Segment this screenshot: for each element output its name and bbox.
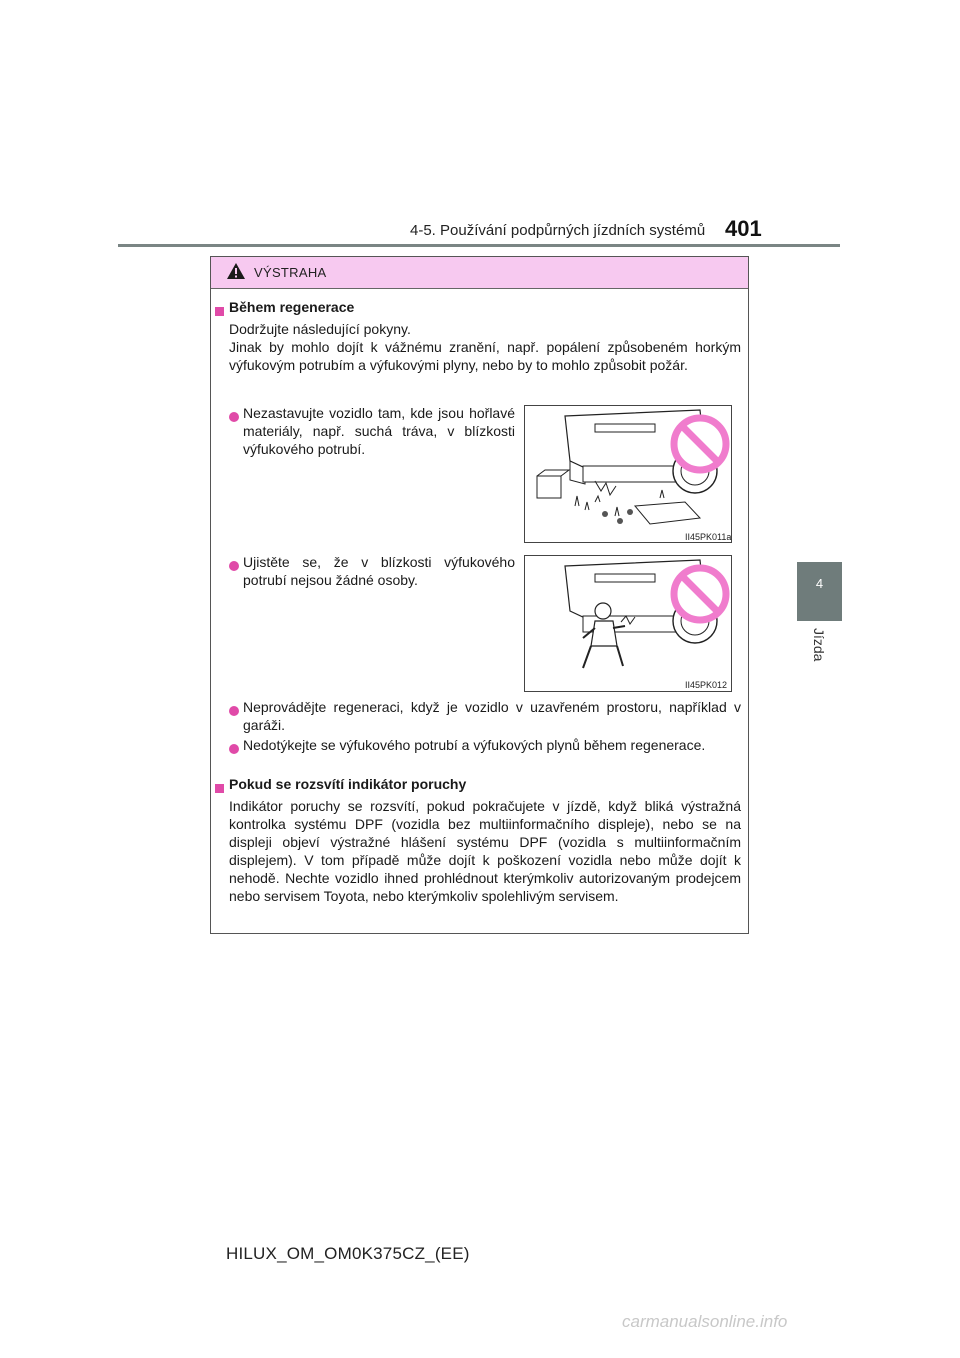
malfunction-body: Indikátor poruchy se rozsvítí, pokud pokračujete v jízdě, když bliká výstražná kontrolka systému DPF (vozidla bez multiinformačního displeje), nebo se na displeji objeví výstražné hlášení systému DPF (vozidla s multiinformačním displejem). V tom případě může dojít k poškození vozidla nebo může dojít k nehodě. Nechte vozidlo ihned prohlédnout kterýmkoliv autorizovaným prodejcem nebo servisem Toyota, nebo kterýmkoliv spolehlivým servisem.	[229, 798, 741, 904]
truck-grass-illustration	[525, 406, 731, 542]
bullet-no-persons: Ujistěte se, že v blízkosti výfukového potrubí nejsou žádné osoby.	[243, 554, 515, 588]
truck-person-illustration	[525, 556, 731, 691]
bullet-do-not-touch: Nedotýkejte se výfukového potrubí a výfukových plynů během regenerace.	[243, 737, 706, 753]
bullet-dot-icon	[229, 409, 239, 427]
section-heading-malfunction: Pokud se rozsvítí indikátor poruchy	[229, 776, 467, 792]
chapter-label	[811, 628, 831, 678]
chapter-tab	[797, 562, 842, 621]
section-heading-regeneration: Během regenerace	[229, 299, 355, 315]
warning-triangle-icon	[226, 262, 246, 280]
warning-title: VÝSTRAHA	[254, 265, 327, 280]
chapter-number: 4	[815, 576, 824, 591]
illustration-flammable	[524, 405, 732, 543]
page-number: 401	[725, 216, 762, 241]
bullet-dot-icon	[229, 703, 239, 721]
document-code: HILUX_OM_OM0K375CZ_(EE)	[226, 1244, 470, 1263]
section-marker-icon	[215, 303, 224, 321]
watermark: carmanualsonline.info	[622, 1312, 788, 1331]
bullet-dot-icon	[229, 741, 239, 759]
illustration-persons	[524, 555, 732, 692]
intro-instructions: Dodržujte následující pokyny.	[229, 321, 411, 337]
section-marker-icon	[215, 780, 224, 798]
bullet-flammable: Nezastavujte vozidlo tam, kde jsou hořlavé materiály, např. suchá tráva, v blízkosti výfukového potrubí.	[243, 405, 515, 457]
bullet-dot-icon	[229, 558, 239, 576]
bullet-enclosed-space: Neprovádějte regeneraci, když je vozidlo v uzavřeném prostoru, například v garáži.	[243, 699, 741, 733]
section-title: 4-5. Používání podpůrných jízdních systémů	[410, 222, 706, 239]
header-rule	[118, 244, 840, 247]
intro-warning: Jinak by mohlo dojít k vážnému zranění, např. popálení způsobeném horkým výfukovým potrubím a výfukovými plyny, nebo by to mohlo způsobit požár.	[229, 339, 741, 373]
chapter-label-text: Jízda	[811, 628, 827, 662]
figure-code: II45PK012	[685, 680, 728, 690]
figure-code: II45PK011a	[685, 532, 732, 542]
